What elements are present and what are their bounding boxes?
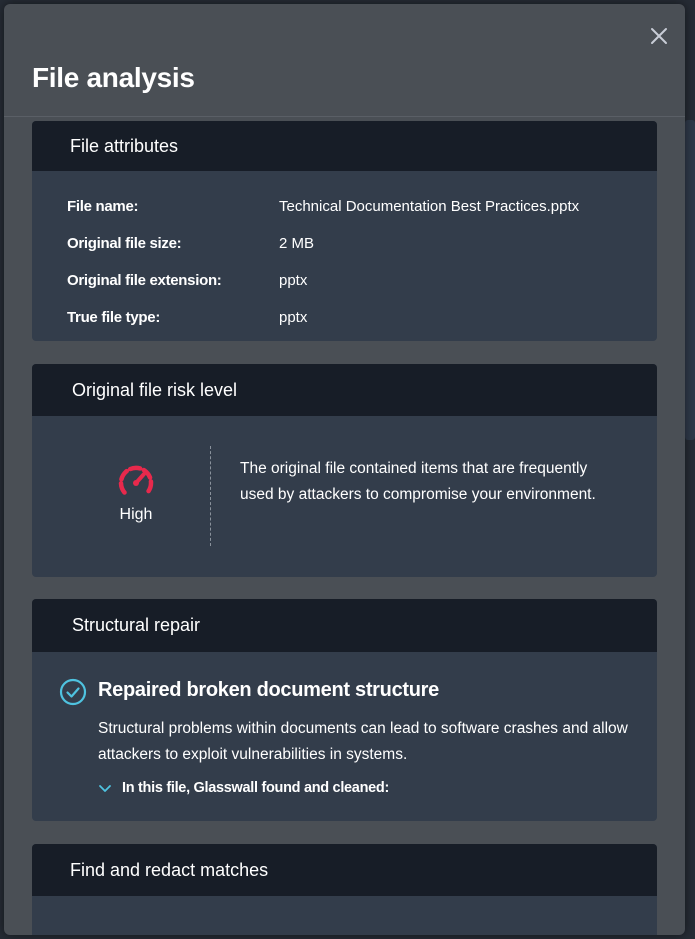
background-panel — [685, 120, 695, 440]
attribute-value: Technical Documentation Best Practices.pptx — [279, 198, 580, 215]
attribute-list — [32, 171, 657, 336]
structural-repair-description: Structural problems within documents can lead to software crashes and allow attackers to exploit vulnerabilities in systems. — [98, 720, 628, 763]
risk-level-header: Original file risk level — [32, 364, 657, 416]
attribute-value: pptx — [279, 309, 308, 326]
file-attributes-header: File attributes — [32, 121, 657, 171]
risk-level-body — [32, 416, 657, 577]
risk-divider — [210, 446, 211, 546]
find-and-redact-header: Find and redact matches — [32, 844, 657, 896]
attribute-value: pptx — [279, 272, 308, 289]
file-attributes-card — [32, 121, 657, 341]
found-and-cleaned-label: In this file, Glasswall found and cleaned: — [122, 780, 389, 796]
risk-level-card — [32, 364, 657, 577]
modal-title: File analysis — [32, 62, 195, 93]
structural-repair-header: Structural repair — [32, 599, 657, 652]
structural-repair-title: Repaired broken document structure — [98, 679, 439, 701]
close-button[interactable] — [647, 24, 671, 48]
attribute-key: File name: — [67, 198, 139, 215]
close-icon — [647, 24, 671, 48]
risk-description: The original file contained items that are frequently used by attackers to compromise your environment. — [240, 460, 596, 503]
attribute-key: Original file extension: — [67, 272, 222, 289]
find-and-redact-card — [32, 844, 657, 935]
title-divider — [4, 116, 685, 117]
chevron-down-icon — [98, 783, 112, 793]
attribute-key: True file type: — [67, 309, 161, 326]
file-analysis-modal — [4, 4, 685, 935]
attribute-row-file-name — [67, 188, 657, 225]
attribute-key: Original file size: — [67, 235, 182, 252]
attribute-row-file-extension — [67, 262, 657, 299]
structural-repair-card — [32, 599, 657, 821]
attribute-value: 2 MB — [279, 235, 315, 252]
check-circle-icon — [59, 678, 87, 706]
risk-level-label: High — [119, 506, 153, 523]
gauge-icon — [116, 461, 156, 501]
attribute-row-true-file-type — [67, 299, 657, 336]
found-and-cleaned-toggle[interactable] — [98, 780, 389, 796]
attribute-row-file-size — [67, 225, 657, 262]
